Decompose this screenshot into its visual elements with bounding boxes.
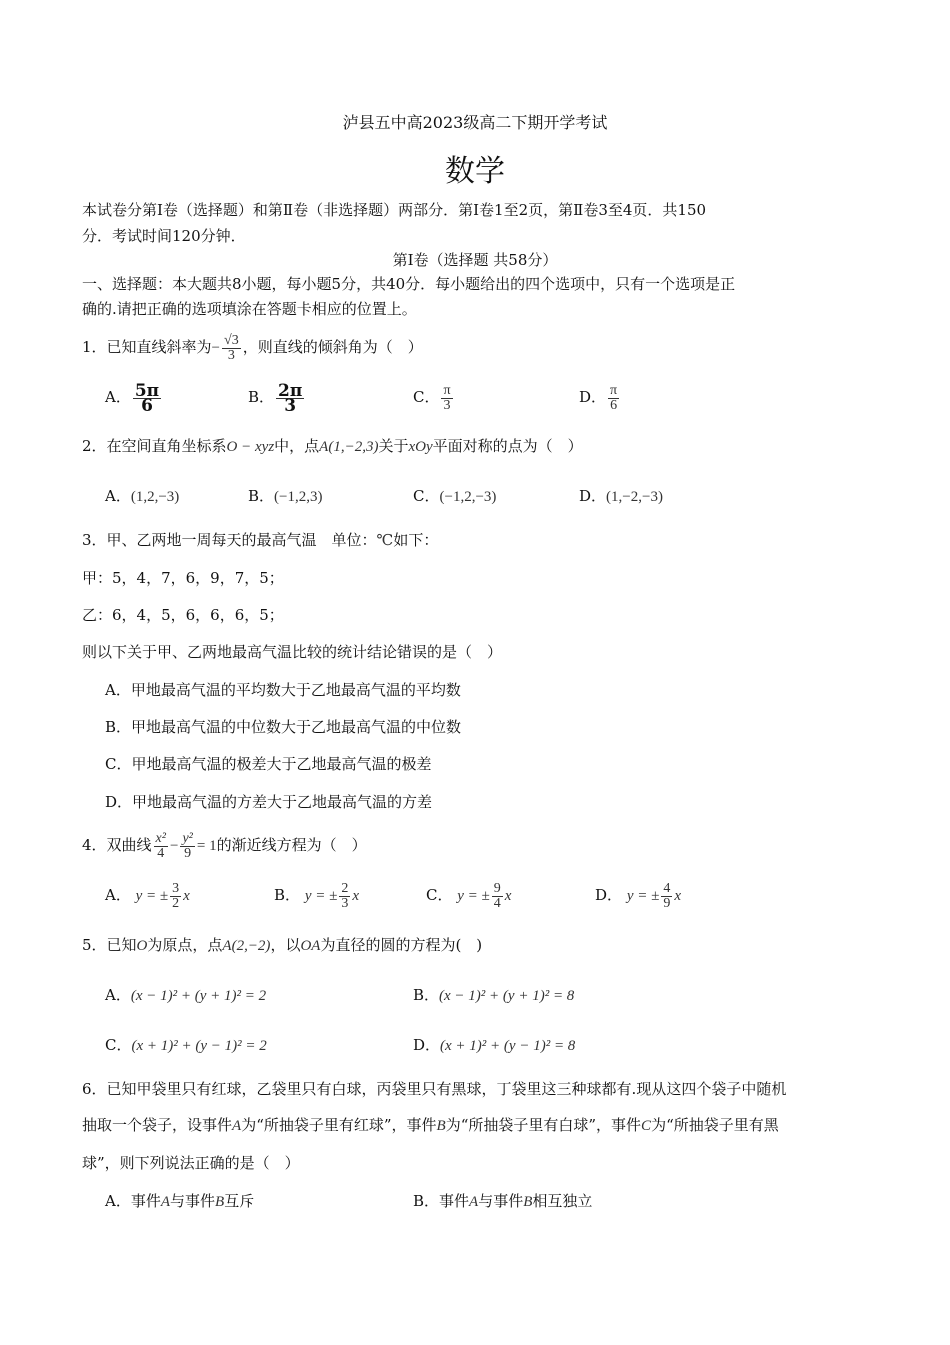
- question-2-option-d: D．(1,−2,−3): [579, 487, 663, 505]
- question-4-option-b: B． y = ± $\frac{2}{3}$ x: [274, 880, 359, 911]
- question-3-option-a: A．甲地最高气温的平均数大于乙地最高气温的平均数: [105, 681, 461, 699]
- intro-line-2: 分．考试时间120分钟．: [82, 227, 246, 245]
- question-5-option-a: A．(x − 1)² + (y + 1)² = 2: [105, 986, 267, 1004]
- question-5-option-b: B．(x − 1)² + (y + 1)² = 8: [413, 986, 575, 1004]
- question-2-option-b: B．(−1,2,3): [248, 487, 323, 505]
- question-1-option-c: C． $\frac{\pi}{3}$: [413, 382, 451, 413]
- question-6-line-2: 抽取一个袋子，设事件A为“所抽袋子里有红球”，事件B为“所抽袋子里有白球”，事件C为“所抽袋子里有黑: [82, 1116, 779, 1134]
- question-3-yi-data: 乙：6，4，5，6，6，6，5；: [82, 606, 284, 624]
- question-5-option-d: D．(x + 1)² + (y − 1)² = 8: [413, 1036, 576, 1054]
- question-1-stem: 1．已知直线斜率为− $\frac{√3}{3}$ ，则直线的倾斜角为（ ）: [82, 332, 423, 363]
- question-2-option-a: A．(1,2,−3): [105, 487, 180, 505]
- question-2-stem: 2．在空间直角坐标系O − xyz中，点A(1,−2,3)关于xOy平面对称的点为（ ）: [82, 437, 583, 455]
- question-6-option-b: B．事件A与事件B相互独立: [413, 1192, 593, 1210]
- question-3-stem: 3．甲、乙两地一周每天的最高气温 单位：℃如下：: [82, 531, 439, 549]
- question-5-option-c: C．(x + 1)² + (y − 1)² = 2: [105, 1036, 267, 1054]
- question-1-option-a: A． $\frac{5\pi}{6}$: [105, 380, 160, 416]
- question-6-line-1: 6．已知甲袋里只有红球，乙袋里只有白球，丙袋里只有黑球，丁袋里这三种球都有.现从这四个袋子中随机: [82, 1080, 787, 1098]
- part1-instructions-2: 确的.请把正确的选项填涂在答题卡相应的位置上。: [82, 300, 417, 318]
- question-6-line-3: 球”，则下列说法正确的是（ ）: [82, 1154, 300, 1172]
- exam-title: 泸县五中高2023级高二下期开学考试: [342, 113, 608, 132]
- question-2-option-c: C．(−1,2,−3): [413, 487, 497, 505]
- question-3-option-c: C．甲地最高气温的极差大于乙地最高气温的极差: [105, 755, 432, 773]
- question-4-option-d: D． y = ± $\frac{4}{9}$ x: [595, 880, 681, 911]
- question-4-stem: 4．双曲线 $\frac{\text{x²}}{4}$ − $\frac{\text{y²}}{9}$ = 1的渐近线方程为（ ）: [82, 830, 367, 861]
- section-title: 第Ⅰ卷（选择题 共58分）: [392, 251, 558, 269]
- part1-instructions-1: 一、选择题：本大题共8小题，每小题5分，共40分．每小题给出的四个选项中，只有一个选项是正: [82, 275, 736, 293]
- intro-line-1: 本试卷分第Ⅰ卷（选择题）和第Ⅱ卷（非选择题）两部分．第Ⅰ卷1至2页，第Ⅱ卷3至4页．共150: [82, 201, 707, 219]
- question-5-stem: 5．已知O为原点，点A(2,−2)，以OA为直径的圆的方程为( ): [82, 936, 483, 954]
- question-3-option-d: D．甲地最高气温的方差大于乙地最高气温的方差: [105, 793, 433, 811]
- question-1-option-d: D． $\frac{\pi}{6}$: [579, 382, 618, 413]
- question-6-option-a: A．事件A与事件B互斥: [105, 1192, 255, 1210]
- question-3-option-b: B．甲地最高气温的中位数大于乙地最高气温的中位数: [105, 718, 462, 736]
- question-1-option-b: B． $\frac{2\pi}{3}$: [248, 380, 303, 416]
- question-4-option-a: A． y = ± $\frac{3}{2}$ x: [105, 880, 190, 911]
- subject-title: 数学: [445, 154, 505, 189]
- question-3-question: 则以下关于甲、乙两地最高气温比较的统计结论错误的是（ ）: [82, 643, 503, 661]
- question-4-option-c: C． y = ± $\frac{9}{4}$ x: [426, 880, 512, 911]
- question-3-jia-data: 甲：5，4，7，6，9，7，5；: [82, 569, 284, 587]
